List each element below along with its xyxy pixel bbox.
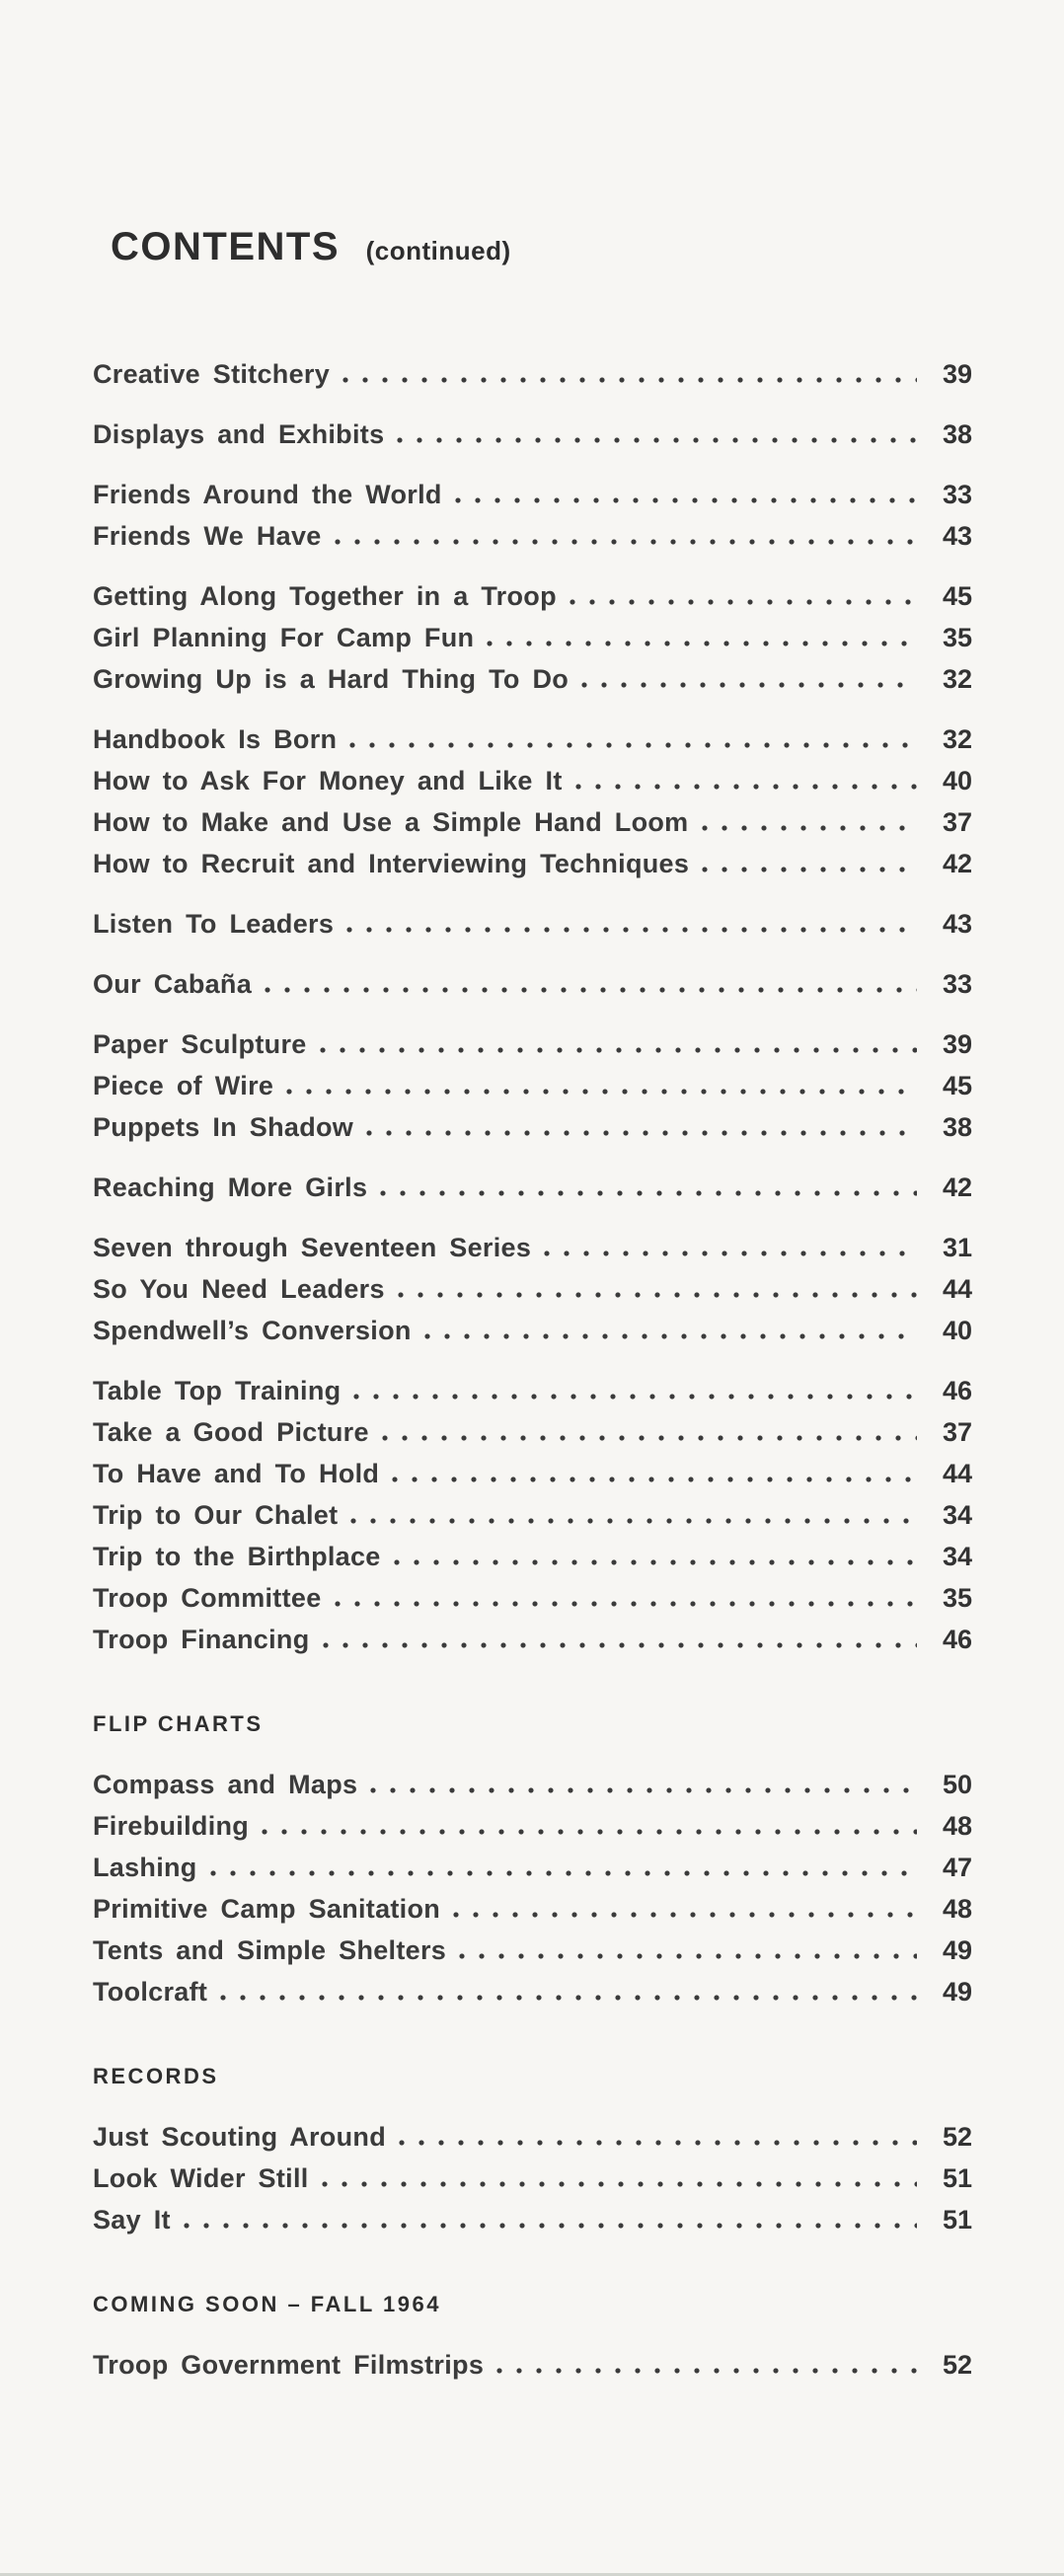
page-title-main: CONTENTS — [111, 225, 340, 268]
toc-entry-page: 40 — [942, 1316, 972, 1345]
toc-entry-title: Seven through Seventeen Series — [93, 1233, 532, 1262]
toc-entry-page: 33 — [942, 480, 972, 509]
toc-entry-title: Getting Along Together in a Troop — [93, 581, 557, 611]
dot-leader — [487, 641, 917, 646]
dot-leader — [349, 742, 917, 748]
toc-entry — [93, 414, 972, 455]
dot-leader — [394, 1559, 917, 1565]
toc-entry-page: 48 — [942, 1811, 972, 1841]
toc-entry — [93, 1619, 972, 1660]
toc-entry — [93, 2116, 972, 2158]
toc-entry-page: 52 — [942, 2350, 972, 2380]
toc-entry-page: 39 — [942, 359, 972, 389]
toc-entry-title: Trip to the Birthplace — [93, 1542, 381, 1571]
toc-entry-page: 49 — [942, 1935, 972, 1965]
toc-entry-title: Piece of Wire — [93, 1071, 274, 1100]
toc-group — [93, 353, 972, 395]
toc-entry — [93, 1268, 972, 1310]
dot-leader — [335, 1601, 917, 1607]
toc-entry-title: Reaching More Girls — [93, 1173, 368, 1202]
toc-entry-title: Firebuilding — [93, 1811, 250, 1841]
toc-entry-title: Creative Stitchery — [93, 359, 331, 389]
toc-entry-page: 47 — [942, 1853, 972, 1882]
toc-entry — [93, 1310, 972, 1351]
toc-entry — [93, 2344, 972, 2386]
toc-entry-page: 37 — [942, 807, 972, 837]
toc-entry-page: 38 — [942, 1112, 972, 1142]
toc-entry — [93, 658, 972, 700]
toc-group — [93, 575, 972, 700]
dot-leader — [570, 599, 917, 605]
toc-entry — [93, 1453, 972, 1494]
toc-entry-title: Listen To Leaders — [93, 909, 335, 939]
toc-entry — [93, 1847, 972, 1888]
toc-entry — [93, 353, 972, 395]
toc-entry — [93, 963, 972, 1005]
dot-leader — [380, 1190, 917, 1196]
toc-entry — [93, 1065, 972, 1106]
toc-group — [93, 474, 972, 557]
toc-entry-title: So You Need Leaders — [93, 1274, 385, 1304]
toc-entry-title: To Have and To Hold — [93, 1459, 380, 1488]
toc-entry-page: 44 — [942, 1274, 972, 1304]
toc-entry-title: Just Scouting Around — [93, 2122, 386, 2152]
toc-group — [93, 1167, 972, 1208]
toc-group — [93, 1023, 972, 1148]
toc-entry-page: 42 — [942, 849, 972, 878]
toc-group — [93, 903, 972, 945]
dot-leader — [366, 1130, 917, 1136]
toc-entry — [93, 1764, 972, 1805]
page-title-suffix: (continued) — [365, 236, 511, 265]
toc-entry-page: 51 — [942, 2163, 972, 2193]
toc-entry-title: Handbook Is Born — [93, 724, 338, 754]
toc-entry — [93, 1494, 972, 1536]
dot-leader — [455, 497, 917, 503]
dot-leader — [350, 1518, 917, 1524]
toc-entry-title: Take a Good Picture — [93, 1417, 369, 1447]
dot-leader — [702, 825, 918, 831]
toc-entry-title: Primitive Camp Sanitation — [93, 1894, 441, 1924]
toc-entry — [93, 1930, 972, 1971]
toc-entry — [93, 1106, 972, 1148]
toc-entry-page: 34 — [942, 1542, 972, 1571]
toc-group — [93, 1764, 972, 2012]
dot-leader — [399, 2140, 917, 2146]
toc-entry-page: 35 — [942, 623, 972, 652]
toc-group — [93, 963, 972, 1005]
toc-entry-title: Compass and Maps — [93, 1770, 358, 1799]
toc-entry-title: Displays and Exhibits — [93, 419, 385, 449]
toc-entry-page: 45 — [942, 581, 972, 611]
dot-leader — [335, 539, 917, 545]
toc-entry-title: Paper Sculpture — [93, 1029, 307, 1059]
toc-section — [93, 1711, 972, 2012]
toc-entry — [93, 903, 972, 945]
toc-entry — [93, 760, 972, 801]
toc-group — [93, 719, 972, 884]
dot-leader — [575, 784, 917, 790]
dot-leader — [322, 2181, 917, 2187]
toc-entry-page: 45 — [942, 1071, 972, 1100]
toc-entry — [93, 843, 972, 884]
toc-group — [93, 1370, 972, 1660]
toc-entry — [93, 2158, 972, 2199]
toc-entry-page: 44 — [942, 1459, 972, 1488]
toc-entry-title: Spendwell’s Conversion — [93, 1316, 412, 1345]
toc-entry — [93, 1888, 972, 1930]
toc-section — [93, 2064, 972, 2240]
toc-entry — [93, 474, 972, 515]
toc-group — [93, 414, 972, 455]
dot-leader — [265, 987, 917, 993]
toc-entry-page: 42 — [942, 1173, 972, 1202]
page-title — [111, 225, 972, 272]
toc-entry — [93, 1370, 972, 1411]
toc-entry-page: 48 — [942, 1894, 972, 1924]
toc-section — [93, 2292, 972, 2386]
toc-entry — [93, 575, 972, 617]
toc-entry-title: Tents and Simple Shelters — [93, 1935, 447, 1965]
toc-entry-page: 50 — [942, 1770, 972, 1799]
toc-entry-page: 52 — [942, 2122, 972, 2152]
toc-entry-title: Growing Up is a Hard Thing To Do — [93, 664, 570, 694]
toc-entry-title: Puppets In Shadow — [93, 1112, 354, 1142]
dot-leader — [210, 1870, 917, 1876]
section-heading: FLIP CHARTS — [93, 1711, 264, 1736]
dot-leader — [184, 2223, 917, 2229]
toc-entry — [93, 1805, 972, 1847]
toc-entry-title: Trip to Our Chalet — [93, 1500, 339, 1530]
toc-entry-page: 35 — [942, 1583, 972, 1613]
dot-leader — [544, 1250, 917, 1256]
toc-entry-page: 46 — [942, 1625, 972, 1654]
dot-leader — [702, 867, 917, 872]
toc-entry-title: Lashing — [93, 1853, 197, 1882]
toc-entry-title: Friends We Have — [93, 521, 322, 551]
toc-entry-page: 32 — [942, 724, 972, 754]
dot-leader — [346, 927, 917, 933]
toc-entry — [93, 1577, 972, 1619]
toc-group — [93, 2344, 972, 2386]
section-heading: COMING SOON – FALL 1964 — [93, 2292, 441, 2316]
toc-group — [93, 2116, 972, 2240]
toc-entry — [93, 1411, 972, 1453]
dot-leader — [353, 1394, 917, 1400]
toc-entry-page: 33 — [942, 969, 972, 999]
toc-entry-page: 43 — [942, 521, 972, 551]
toc-entry-title: How to Make and Use a Simple Hand Loom — [93, 807, 689, 837]
toc-entry — [93, 1227, 972, 1268]
toc-entry-title: Our Cabaña — [93, 969, 253, 999]
toc-list — [93, 353, 972, 2386]
toc-entry-title: Friends Around the World — [93, 480, 442, 509]
toc-entry — [93, 1536, 972, 1577]
toc-entry-title: Table Top Training — [93, 1376, 342, 1405]
toc-entry-title: Troop Committee — [93, 1583, 322, 1613]
dot-leader — [262, 1829, 917, 1835]
toc-entry-page: 39 — [942, 1029, 972, 1059]
toc-entry — [93, 1023, 972, 1065]
toc-entry — [93, 719, 972, 760]
toc-entry — [93, 1167, 972, 1208]
toc-entry-page: 46 — [942, 1376, 972, 1405]
dot-leader — [320, 1047, 917, 1053]
dot-leader — [453, 1912, 917, 1918]
dot-leader — [342, 377, 917, 383]
toc-entry-title: Say It — [93, 2205, 171, 2235]
toc-section — [93, 353, 972, 1660]
dot-leader — [581, 682, 917, 688]
toc-entry-page: 38 — [942, 419, 972, 449]
toc-entry-page: 51 — [942, 2205, 972, 2235]
toc-entry-page: 49 — [942, 1977, 972, 2007]
toc-group — [93, 1227, 972, 1351]
toc-entry-page: 37 — [942, 1417, 972, 1447]
dot-leader — [220, 1995, 917, 2001]
toc-entry-title: How to Recruit and Interviewing Techniques — [93, 849, 690, 878]
dot-leader — [424, 1333, 917, 1339]
toc-entry — [93, 515, 972, 557]
toc-entry-page: 43 — [942, 909, 972, 939]
toc-entry-page: 40 — [942, 766, 972, 796]
dot-leader — [323, 1642, 918, 1648]
dot-leader — [370, 1787, 917, 1793]
dot-leader — [398, 1292, 917, 1298]
toc-entry — [93, 801, 972, 843]
dot-leader — [496, 2368, 917, 2374]
toc-entry-title: Troop Government Filmstrips — [93, 2350, 485, 2380]
toc-entry-title: Troop Financing — [93, 1625, 310, 1654]
dot-leader — [459, 1953, 917, 1959]
toc-entry-title: How to Ask For Money and Like It — [93, 766, 563, 796]
toc-entry — [93, 2199, 972, 2240]
dot-leader — [397, 437, 917, 443]
dot-leader — [382, 1435, 917, 1441]
toc-entry — [93, 1971, 972, 2012]
dot-leader — [392, 1477, 917, 1482]
toc-entry-title: Look Wider Still — [93, 2163, 309, 2193]
toc-entry — [93, 617, 972, 658]
toc-entry-title: Girl Planning For Camp Fun — [93, 623, 475, 652]
toc-entry-title: Toolcraft — [93, 1977, 208, 2007]
toc-entry-page: 31 — [942, 1233, 972, 1262]
dot-leader — [286, 1089, 917, 1095]
toc-entry-page: 34 — [942, 1500, 972, 1530]
section-heading: RECORDS — [93, 2064, 219, 2088]
toc-entry-page: 32 — [942, 664, 972, 694]
